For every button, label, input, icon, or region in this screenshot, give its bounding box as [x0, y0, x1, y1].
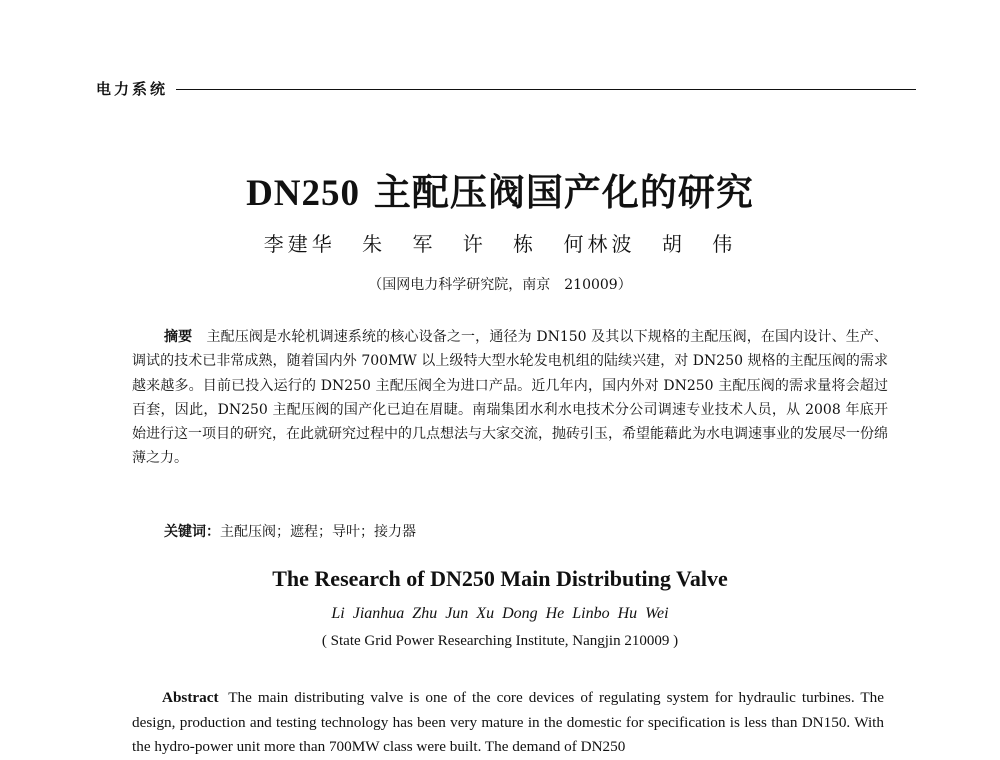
keywords-label-cn: 关键词： — [164, 524, 220, 540]
title-text-cn: 主配压阀国产化的研究 — [360, 171, 754, 214]
authors-cn: 李建华 朱 军 许 栋 何林波 胡 伟 — [263, 232, 737, 256]
affiliation-cn: （国网电力科学研究院，南京 210009） — [368, 277, 632, 293]
abstract-label-en: Abstract — [162, 689, 219, 706]
header-rule — [176, 89, 916, 90]
keywords-text-cn: 主配压阀；遮程；导叶；接力器 — [220, 524, 416, 540]
abstract-text-cn: 主配压阀是水轮机调速系统的核心设备之一，通径为 DN150 及其以下规格的主配压阀，在国内设计、生产、调试的技术已非常成熟，随着国内外 700MW 以上级特大型水轮发电机组的陆续兴建，对 DN250 规格的主配压阀的需求越来越多。目前已投入运行的 DN250 主配压阀全为进口产品。近几年内，国内外对 DN250 主配压阀的需求量将会超过百套，因此，DN250 主配压阀的国产化已迫在眉睫。南瑞集团水利水电技术分公司调速专业技术人员，从 2008 年底开始进行这一项目的研究，在此就研究过程中的几点想法与大家交流，抛砖引玉，希望能藉此为水电调速事业的发展尽一份绵薄之力。 — [132, 329, 889, 467]
section-label: 电力系统 — [96, 79, 169, 98]
abstract-text-en: The main distributing valve is one of the core devices of regulating system for hydraulic turbines. The design, production and testing technology has been very mature in the domestic for specification is less than DN150. With the hydro-power unit more than 700MW class were built. The demand of DN250 — [132, 689, 884, 755]
paper-title-en: The Research of DN250 Main Distributing Valve — [272, 566, 728, 591]
keywords-cn — [164, 520, 884, 544]
authors-en: Li Jianhua Zhu Jun Xu Dong He Linbo Hu Wei — [331, 605, 669, 622]
title-code: DN250 — [246, 173, 361, 214]
running-header — [96, 76, 916, 100]
abstract-en — [132, 686, 884, 760]
paper-title-cn — [0, 162, 1000, 216]
abstract-label-cn: 摘要 — [164, 329, 193, 345]
affiliation-en: ( State Grid Power Researching Institute, Nangjin 210009 ) — [321, 633, 679, 649]
abstract-cn — [132, 325, 888, 471]
